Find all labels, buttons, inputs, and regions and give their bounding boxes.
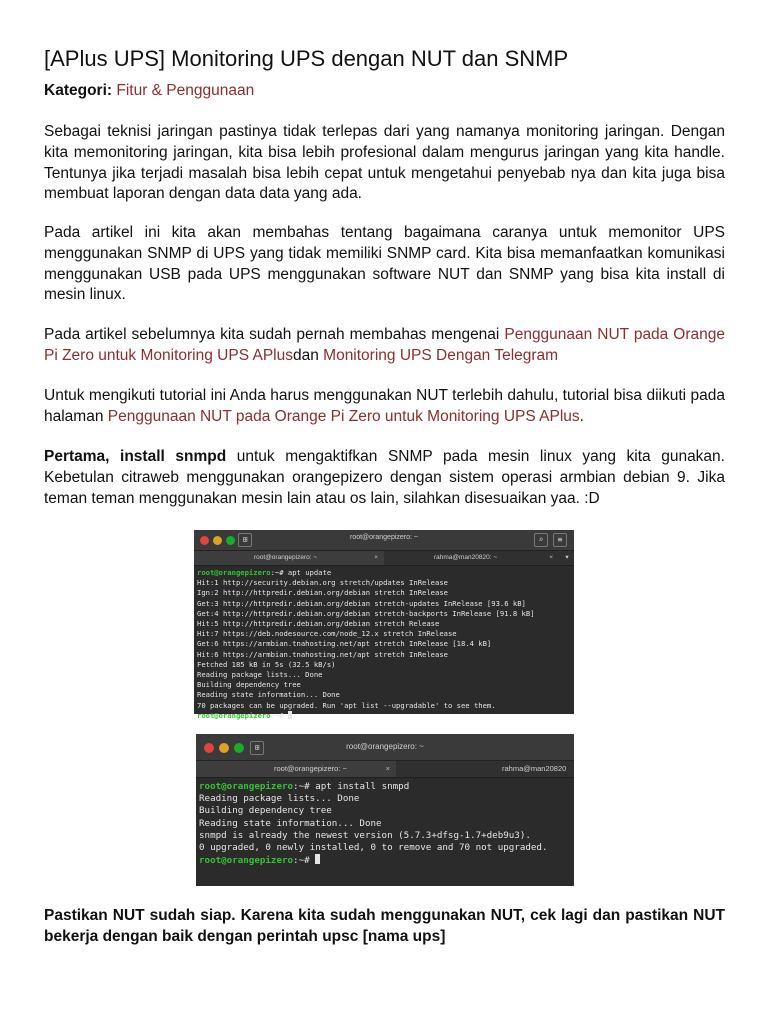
- terminal-window-title: root@orangepizero: ~: [346, 742, 424, 751]
- terminal-command: apt update: [287, 568, 332, 577]
- terminal-output-line: Building dependency tree: [199, 805, 332, 817]
- link-nut-tutorial[interactable]: Penggunaan NUT pada Orange Pi Zero untuk Monitoring UPS APlus: [107, 407, 580, 425]
- paragraph-text: Untuk mengikuti tutorial ini Anda harus menggunakan NUT terlebih dahulu, tutorial bisa diikuti pada halaman: [44, 387, 725, 425]
- terminal-output-line: snmpd is already the newest version (5.7.3+dfsg-1.7+deb9u3).: [199, 829, 531, 841]
- prompt-suffix: :~#: [270, 710, 288, 720]
- search-icon: ⌕: [534, 533, 548, 547]
- terminal-prompt: root@orangepizero: [197, 568, 271, 577]
- terminal-screenshot-apt-update: [194, 530, 574, 720]
- terminal-output-line: Reading package lists... Done: [199, 793, 360, 805]
- paragraph-text: dan: [292, 346, 324, 364]
- terminal-output-line: 70 packages can be upgraded. Run 'apt list --upgradable' to see them.: [197, 700, 496, 710]
- terminal-titlebar: [196, 734, 574, 761]
- chevron-down-icon: ▾: [565, 554, 569, 561]
- paragraph-text: Pada artikel sebelumnya kita sudah pernah membahas mengenai: [44, 326, 505, 343]
- terminal-output-line: Hit:6 https://armbian.tnahosting.net/apt stretch InRelease: [197, 649, 448, 659]
- terminal-command-line: [197, 711, 571, 721]
- terminal-output-line: Get:3 http://httpredir.debian.org/debian stretch-updates InRelease [93.6 kB]: [197, 598, 526, 608]
- terminal-output: [194, 566, 574, 723]
- paragraph-prerequisite: [44, 386, 725, 428]
- terminal-tab-2: [396, 761, 574, 777]
- category-label: Kategori:: [44, 82, 113, 99]
- terminal-prompt: root@orangepizero: [199, 781, 294, 792]
- paragraph-text: .: [579, 407, 584, 425]
- terminal-cursor: [315, 854, 320, 864]
- close-icon: ×: [374, 554, 378, 561]
- terminal-output-lines: [199, 793, 571, 854]
- paragraph-intro: Sebagai teknisi jaringan pastinya tidak terlepas dari yang namanya monitoring jaringan. Dengan kita memonitoring jaringan, kita bisa lebih profesional dalam mengurus jaringan yang kita handle. Tentunya jika terjadi masalah bisa lebih cepat untuk mengetahui penyebab nya dan kita juga bisa membuat laporan dengan data data yang ada.: [44, 123, 725, 203]
- tab-label: root@orangepizero: ~: [274, 764, 347, 773]
- prompt-suffix: :~#: [293, 781, 316, 792]
- prompt-suffix: :~#: [293, 855, 316, 867]
- terminal-titlebar: [194, 530, 574, 551]
- terminal-output-line: Building dependency tree: [197, 680, 301, 690]
- terminal-output: [196, 778, 574, 870]
- link-monitoring-telegram[interactable]: Monitoring UPS Dengan Telegram: [323, 346, 559, 364]
- paragraph-purpose: Pada artikel ini kita akan membahas tentang bagaimana caranya untuk memonitor UPS menggunakan SNMP di UPS yang tidak memiliki SNMP card. Kita bisa memanfaatkan komunikasi menggunakan USB pada UPS menggunakan software NUT dan SNMP yang bisa kita install di mesin linux.: [44, 224, 725, 304]
- close-icon: ×: [549, 554, 553, 561]
- terminal-output-line: Fetched 185 kB in 5s (32.5 kB/s): [197, 659, 336, 669]
- terminal-output-line: Hit:5 http://httpredir.debian.org/debian stretch Release: [197, 619, 440, 629]
- paragraph-install-snmpd: [44, 447, 725, 509]
- terminal-prompt: root@orangepizero: [199, 855, 294, 867]
- terminal-command: apt install snmpd: [315, 781, 410, 792]
- paragraph-previous-articles: [44, 325, 725, 367]
- terminal-output-line: Hit:1 http://security.debian.org stretch/updates InRelease: [197, 578, 448, 588]
- terminal-command-line: [199, 781, 571, 793]
- terminal-prompt: root@orangepizero: [197, 710, 271, 720]
- category-line: [44, 82, 254, 100]
- close-icon: ×: [385, 764, 390, 773]
- new-tab-icon: ⊞: [250, 741, 264, 755]
- terminal-command-line: [199, 854, 571, 867]
- terminal-output-line: Get:6 https://armbian.tnahosting.net/apt stretch InRelease [18.4 kB]: [197, 639, 492, 649]
- article-title: [APlus UPS] Monitoring UPS dengan NUT dan SNMP: [44, 46, 569, 71]
- category-link[interactable]: Fitur & Penggunaan: [116, 82, 255, 99]
- terminal-output-line: Ign:2 http://httpredir.debian.org/debian stretch InRelease: [197, 588, 448, 598]
- terminal-tab-1: [196, 761, 396, 777]
- link-nut-orange-pi[interactable]: Penggunaan NUT pada Orange Pi Zero untuk Monitoring UPS APlus: [44, 326, 725, 364]
- terminal-screenshot-apt-install-snmpd: [196, 734, 574, 886]
- menu-icon: ≡: [553, 533, 567, 547]
- terminal-window-title: root@orangepizero: ~: [349, 534, 418, 541]
- terminal-command-line: [197, 568, 571, 578]
- step-heading: Pertama, install snmpd: [44, 448, 227, 465]
- terminal-output-line: 0 upgraded, 0 newly installed, 0 to remove and 70 not upgraded.: [199, 842, 548, 854]
- prompt-suffix: :~#: [270, 568, 288, 577]
- terminal-output-lines: [197, 578, 571, 711]
- terminal-cursor: [288, 711, 292, 719]
- terminal-output-line: Reading state information... Done: [199, 817, 382, 829]
- tab-label: root@orangepizero: ~: [254, 554, 318, 561]
- terminal-output-line: Reading package lists... Done: [197, 670, 323, 680]
- new-tab-icon: ⊞: [238, 533, 252, 547]
- terminal-tab-1: [194, 551, 384, 565]
- terminal-output-line: Reading state information... Done: [197, 690, 340, 700]
- terminal-tab-bar: [196, 761, 574, 778]
- paragraph-text: untuk mengaktifkan SNMP pada mesin linux yang kita gunakan. Kebetulan citraweb menggunakan orangepizero dengan sistem operasi armbian debian 9. Jika teman teman menggunakan mesin lain atau os lain, silahkan disesuaikan yaa. :D: [44, 448, 725, 507]
- terminal-output-line: Hit:7 https://deb.nodesource.com/node_12.x stretch InRelease: [197, 629, 457, 639]
- terminal-output-line: Get:4 http://httpredir.debian.org/debian stretch-backports InRelease [91.8 kB]: [197, 608, 535, 618]
- tab-label: rahma@man20820: [502, 764, 567, 773]
- tab-label: rahma@man20820: ~: [434, 554, 498, 561]
- terminal-tab-bar: [194, 551, 574, 566]
- terminal-tab-2: [384, 551, 559, 565]
- paragraph-check-nut: Pastikan NUT sudah siap. Karena kita sudah menggunakan NUT, cek lagi dan pastikan NUT bekerja dengan baik dengan perintah upsc [nama ups]: [44, 907, 725, 945]
